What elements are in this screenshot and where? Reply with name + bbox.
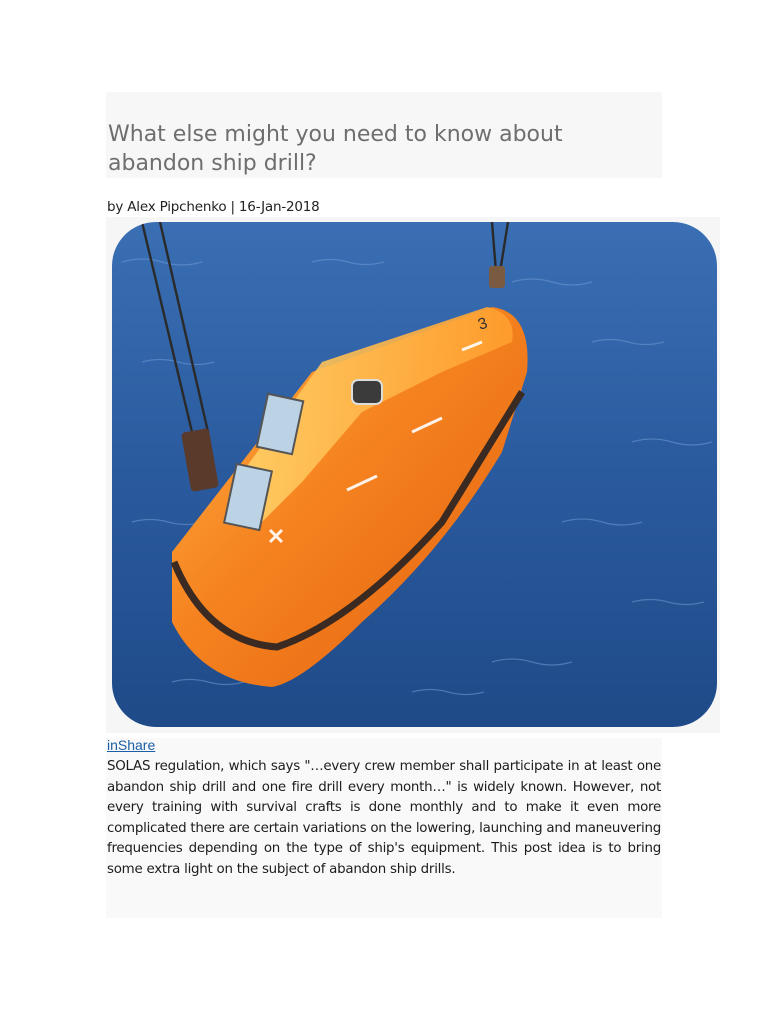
article-byline: by Alex Pipchenko | 16-Jan-2018 bbox=[107, 199, 320, 215]
article-paragraph: SOLAS regulation, which says "…every crew member shall participate in at least one abandon ship drill and one fire drill every month…" is widely known. However, not every training with survival crafts is done monthly and to make it even more complicated there are certain variations on the lowering, launching and maneuvering frequencies depending on the type of ship's equipment. This post idea is to bring some extra light on the subject of abandon ship drills. bbox=[107, 759, 661, 877]
article-title: What else might you need to know about abandon ship drill? bbox=[108, 122, 563, 176]
lifeboat-photo bbox=[112, 222, 717, 727]
inshare-link[interactable]: inShare bbox=[107, 737, 156, 753]
svg-text:3: 3 bbox=[475, 314, 490, 334]
